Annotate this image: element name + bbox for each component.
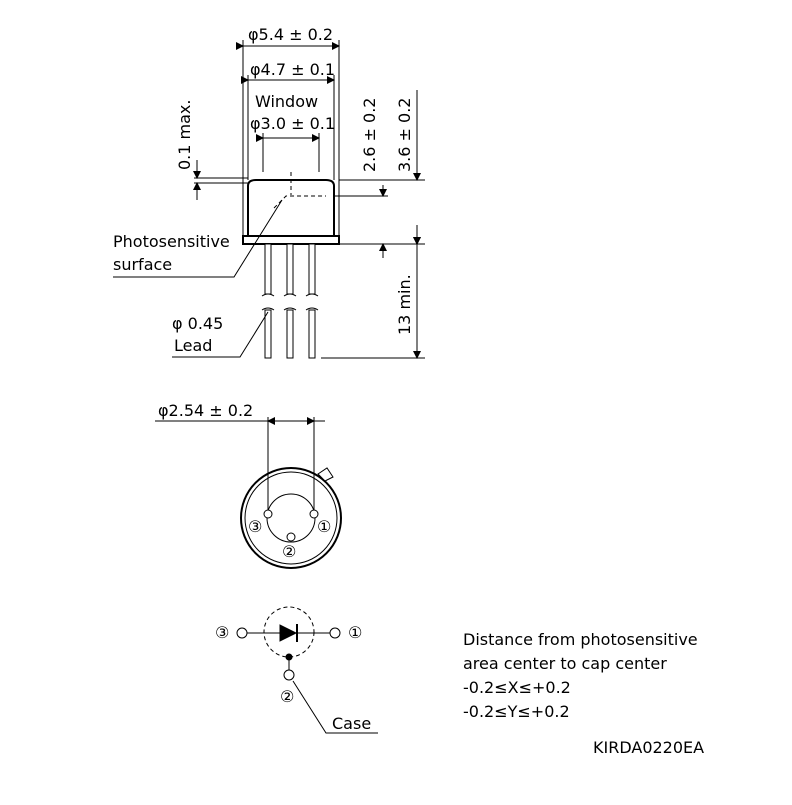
outer-dia-label: φ5.4 ± 0.2 bbox=[248, 25, 334, 44]
leads bbox=[262, 244, 318, 358]
photosensitive-callout bbox=[113, 200, 282, 277]
dim-max-offset bbox=[175, 100, 248, 200]
diode-triangle bbox=[280, 625, 296, 641]
cap-body bbox=[243, 172, 388, 244]
photosensitive-surface-line bbox=[274, 196, 326, 208]
note-line-2: area center to cap center bbox=[463, 654, 667, 673]
circuit-symbol bbox=[215, 607, 378, 733]
cap-dia-label: φ4.7 ± 0.1 bbox=[250, 60, 336, 79]
pin-hole-2 bbox=[287, 533, 295, 541]
side-view bbox=[113, 25, 425, 358]
circuit-pin-1: ① bbox=[348, 623, 363, 642]
dim-window bbox=[250, 92, 335, 172]
photosensitive-label-2: surface bbox=[113, 255, 173, 274]
case-label: Case bbox=[332, 714, 372, 733]
dim-lead-length bbox=[321, 244, 425, 358]
height-a-label: 2.6 ± 0.2 bbox=[360, 97, 379, 172]
height-b-label: 3.6 ± 0.2 bbox=[395, 97, 414, 172]
dim-heights bbox=[339, 90, 425, 258]
drawing-code: KIRDA0220EA bbox=[593, 738, 705, 757]
pin-1-marker: ① bbox=[317, 517, 332, 536]
circuit-pin-3: ③ bbox=[215, 623, 230, 642]
pin-3-marker: ③ bbox=[248, 517, 263, 536]
lead-length-label: 13 min. bbox=[395, 274, 414, 335]
pin-2-marker: ② bbox=[282, 542, 297, 561]
pin-circle-dia-label: φ2.54 ± 0.2 bbox=[158, 401, 254, 420]
window-dia-label: φ3.0 ± 0.1 bbox=[250, 114, 336, 133]
lead-callout bbox=[172, 312, 268, 357]
pin-hole-3 bbox=[264, 510, 272, 518]
circuit-pin-2: ② bbox=[280, 687, 295, 706]
note-line-3: -0.2≤X≤+0.2 bbox=[463, 678, 571, 697]
bottom-view bbox=[155, 401, 341, 568]
photosensitive-label-1: Photosensitive bbox=[113, 232, 230, 251]
max-offset-label: 0.1 max. bbox=[175, 99, 194, 170]
note-line-4: -0.2≤Y≤+0.2 bbox=[463, 702, 570, 721]
lead-label: Lead bbox=[174, 336, 213, 355]
index-tab bbox=[318, 468, 333, 481]
window-label: Window bbox=[255, 92, 319, 111]
note-line-1: Distance from photosensitive bbox=[463, 630, 698, 649]
note-block bbox=[463, 630, 698, 721]
lead-dia-label: φ 0.45 bbox=[172, 314, 224, 333]
